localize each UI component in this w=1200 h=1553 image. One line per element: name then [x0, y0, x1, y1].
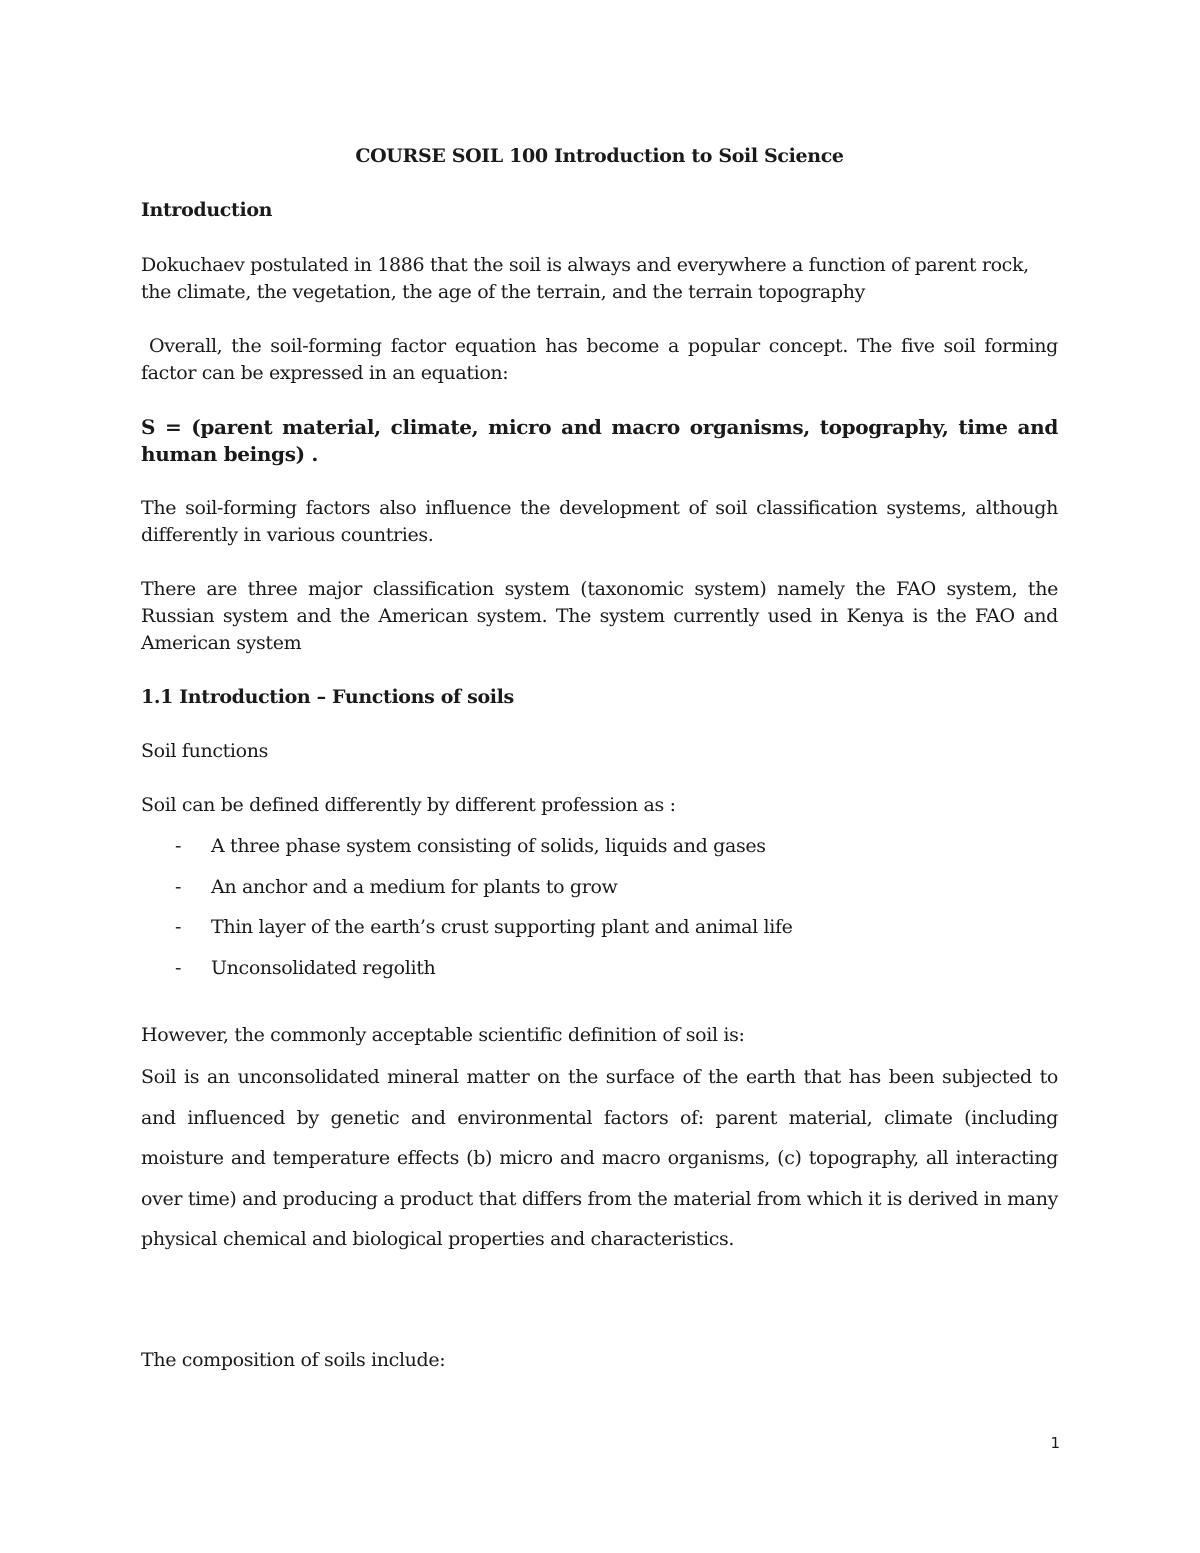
page-number: 1 [1050, 1434, 1060, 1452]
paragraph-overall: Overall, the soil-forming factor equation has become a popular concept. The five soil forming factor can be expressed in an equation: [141, 335, 1058, 384]
paragraph-scientific-definition: Soil is an unconsolidated mineral matter on the surface of the earth that has been subjected to and influenced by genetic and environmental factors of: parent material, climate (including moisture and temperature effects (b) micro and macro organisms, (c) topography, all interacting over time) and producing a product that differs from the material from which it is derived in many physical chemical and biological properties and characteristics. [141, 1066, 1058, 1250]
section-heading-functions: 1.1 Introduction – Functions of soils [141, 686, 514, 708]
section-heading-introduction: Introduction [141, 199, 273, 221]
list-item-text: An anchor and a medium for plants to grow [211, 876, 618, 898]
paragraph-composition: The composition of soils include: [141, 1349, 446, 1371]
bullet-dash: - [175, 916, 182, 938]
list-item-text: Thin layer of the earth’s crust supporting plant and animal life [211, 916, 793, 938]
bullet-dash: - [175, 835, 182, 857]
paragraph-classification: The soil-forming factors also influence the development of soil classification systems, although differently in various countries. [141, 497, 1058, 546]
bullet-dash: - [175, 957, 182, 979]
bullet-dash: - [175, 876, 182, 898]
list-item-text: A three phase system consisting of solids, liquids and gases [211, 835, 766, 857]
definition-intro: Soil can be defined differently by different profession as : [141, 794, 676, 816]
list-item-text: Unconsolidated regolith [211, 957, 436, 979]
paragraph-however: However, the commonly acceptable scientific definition of soil is: [141, 1024, 745, 1046]
document-title: COURSE SOIL 100 Introduction to Soil Science [355, 145, 844, 167]
paragraph-dokuchaev: Dokuchaev postulated in 1886 that the soil is always and everywhere a function of parent rock, the climate, the vegetation, the age of the terrain, and the terrain topography [141, 254, 1029, 303]
equation-soil-forming-factors: S = (parent material, climate, micro and macro organisms, topography, time and human beings) . [141, 415, 1058, 466]
paragraph-classification-systems: There are three major classification system (taxonomic system) namely the FAO system, the Russian system and the American system. The system currently used in Kenya is the FAO and American system [141, 578, 1058, 654]
subheading-soil-functions: Soil functions [141, 740, 269, 762]
